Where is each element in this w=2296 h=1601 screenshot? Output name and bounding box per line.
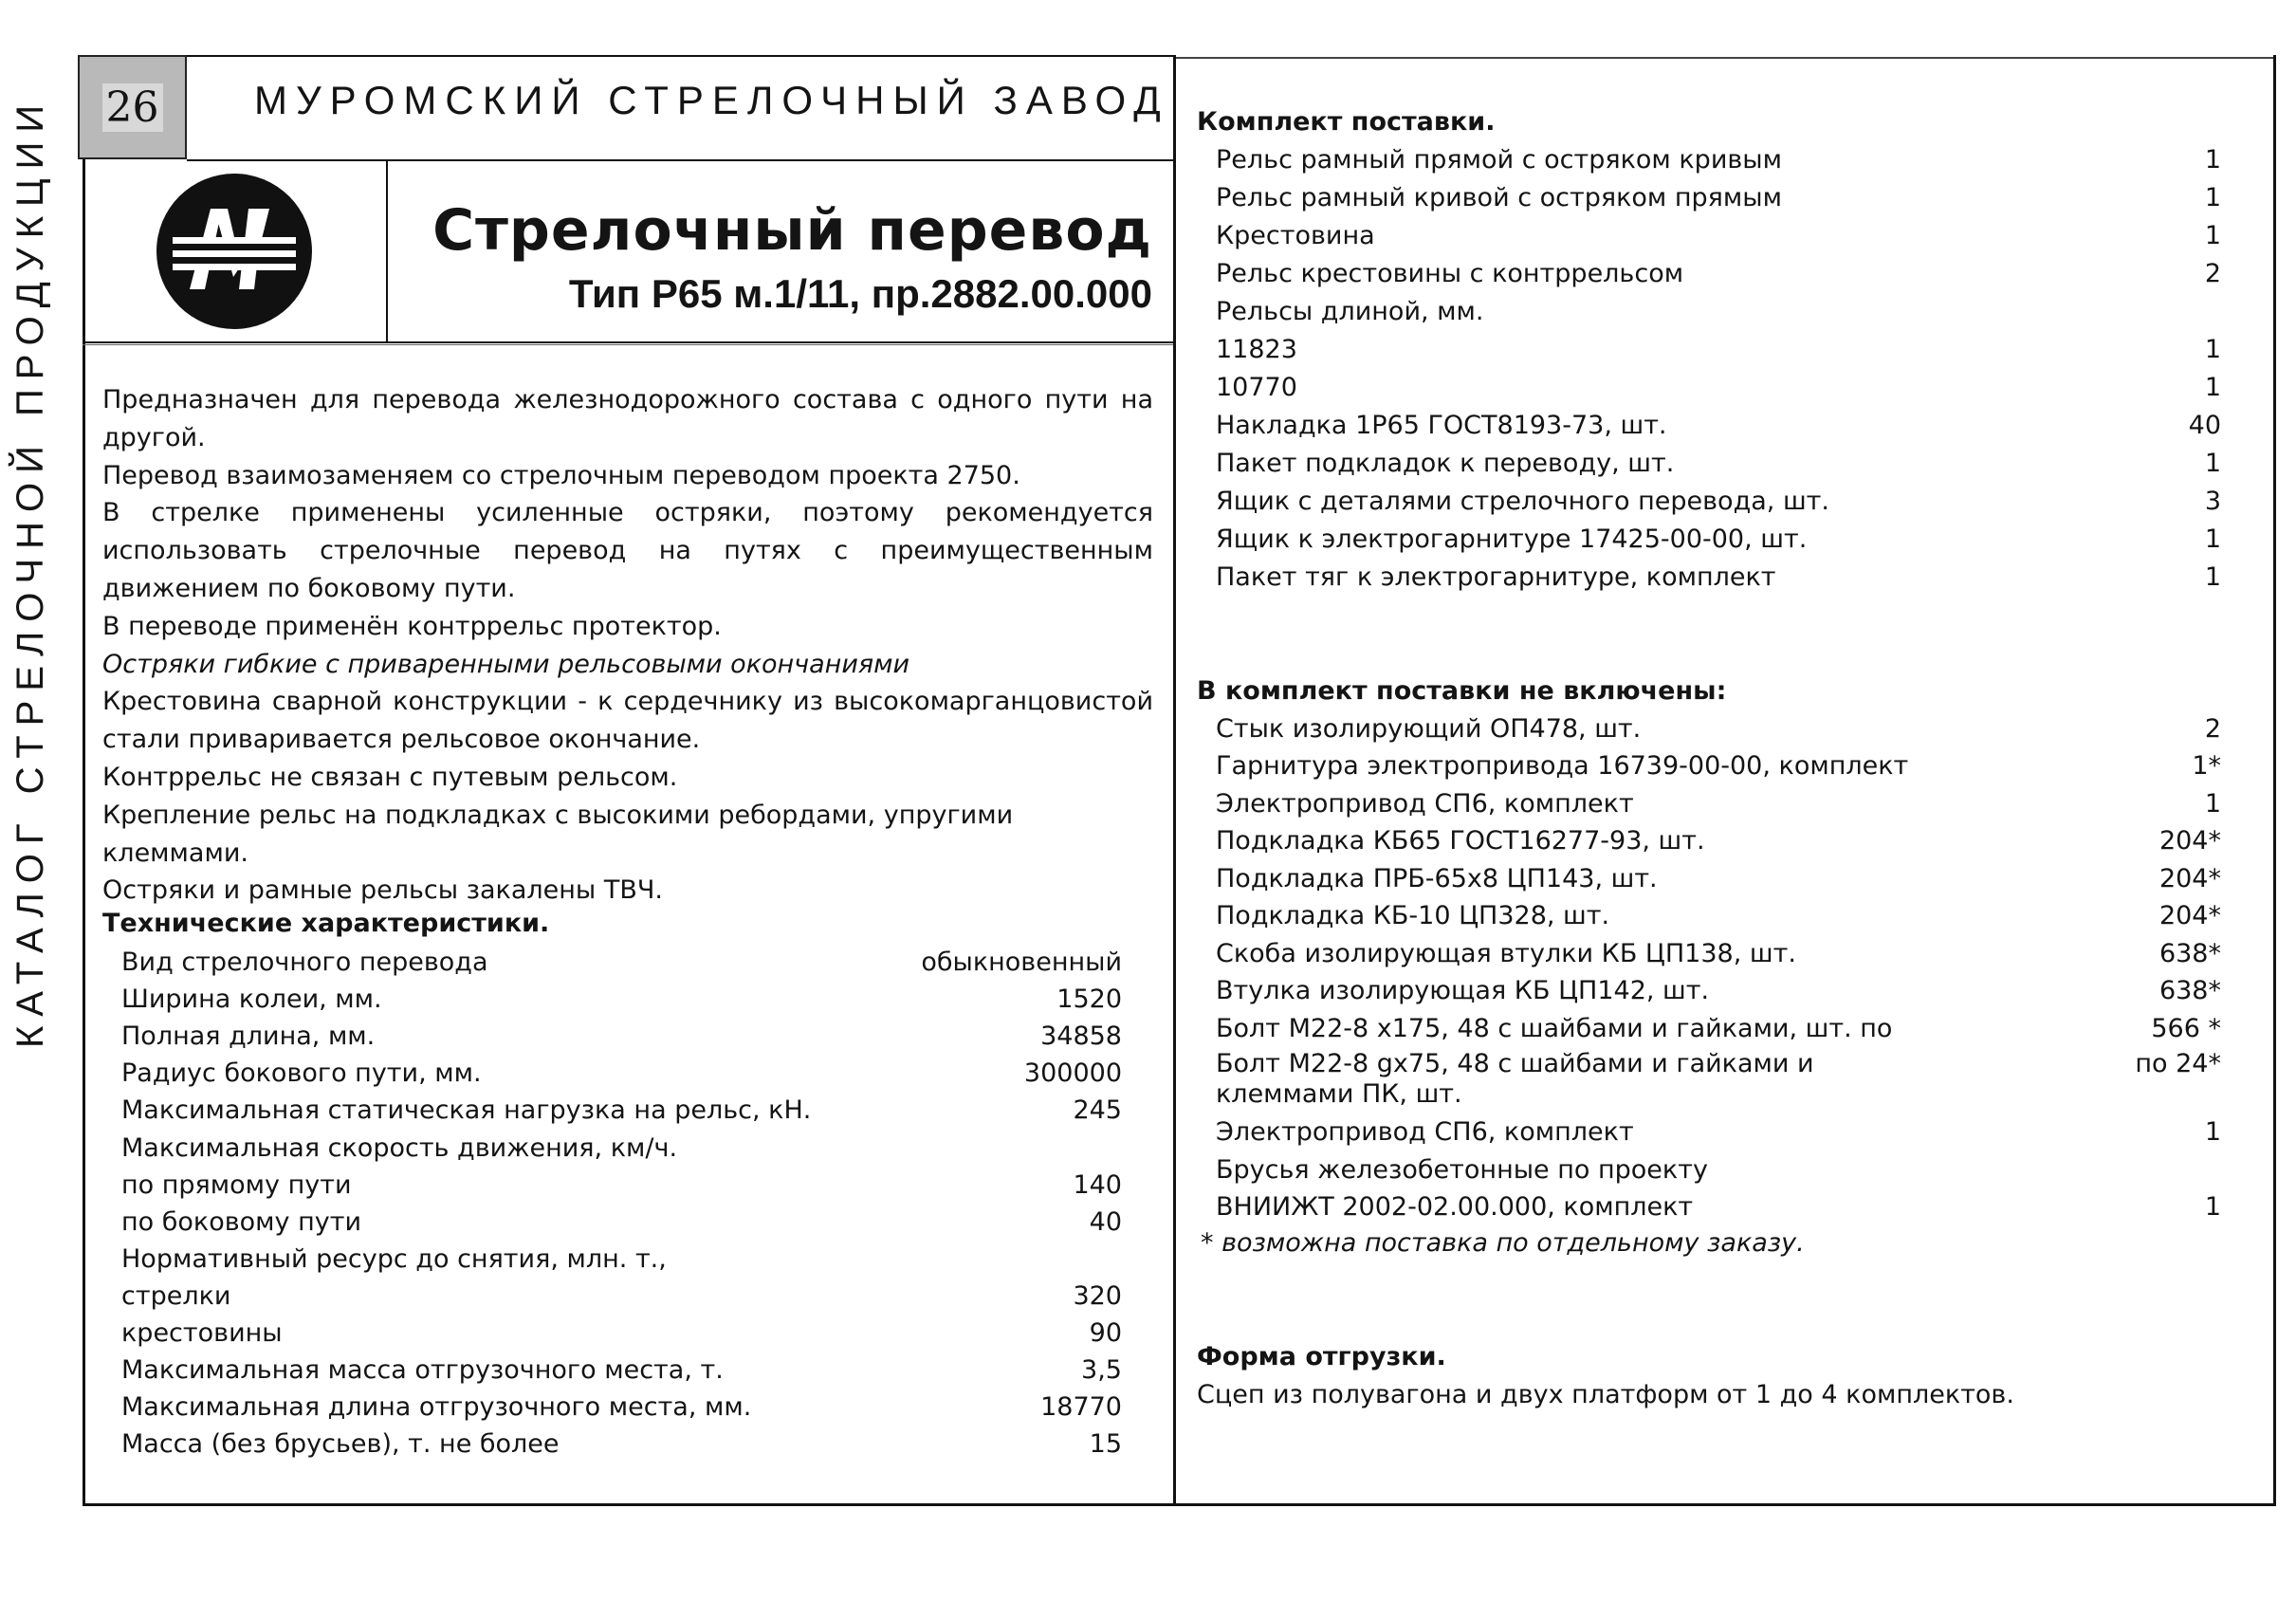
- tech-specs-heading: Технические характеристики.: [102, 909, 550, 938]
- shipping: [1197, 1337, 2221, 1413]
- item-label: Болт М22-8 х175, 48 с шайбами и гайками, шт. по: [1216, 1013, 1893, 1043]
- page-title: Стрелочный перевод: [432, 197, 1152, 264]
- description-paragraph: Контррельс не связан с путевым рельсом.: [102, 762, 678, 792]
- item-label: Крестовина: [1216, 221, 1375, 250]
- item-value: обыкновенный: [921, 948, 1122, 978]
- description-paragraph: Предназначен для перевода железнодорожного состава с одного пути на другой.: [102, 385, 1153, 452]
- list-item: [1197, 781, 2221, 819]
- item-value: 1: [2204, 449, 2221, 478]
- item-value: 638*: [2158, 976, 2221, 1005]
- item-label: 10770: [1216, 373, 1297, 402]
- factory-logo: [154, 171, 315, 332]
- item-value: 204*: [2158, 863, 2221, 893]
- delivery-kit: [1197, 101, 2221, 592]
- item-value: по 24*: [2135, 1048, 2221, 1078]
- item-value: 2: [2204, 713, 2221, 744]
- item-value: 638*: [2158, 938, 2221, 968]
- item-value: 1: [2204, 221, 2221, 250]
- item-label: Вид стрелочного перевода: [121, 948, 488, 978]
- list-item: [1197, 744, 2221, 782]
- item-label: Втулка изолирующая КБ ЦП142, шт.: [1216, 976, 1710, 1005]
- item-value: 40: [2188, 411, 2221, 440]
- list-item: [1197, 288, 2221, 326]
- item-value: 3: [2204, 487, 2221, 516]
- item-label: Максимальная длина отгрузочного места, мм.: [121, 1392, 752, 1423]
- list-item: [1197, 212, 2221, 250]
- item-value: 204*: [2158, 901, 2221, 930]
- item-value: 1: [2204, 373, 2221, 402]
- item-label: Накладка 1Р65 ГОСТ8193-73, шт.: [1216, 411, 1667, 440]
- list-item: [1197, 1043, 2221, 1110]
- item-label: Ящик к электрогарнитуре 17425-00-00, шт.: [1216, 524, 1808, 554]
- list-item: [1197, 930, 2221, 968]
- item-value: 2: [2204, 259, 2221, 288]
- item-value: 34858: [1040, 1021, 1122, 1052]
- list-item: [1197, 478, 2221, 516]
- list-item: [102, 1014, 1122, 1051]
- item-label: стрелки: [121, 1280, 231, 1311]
- item-label: Электропривод СП6, комплект: [1216, 788, 1634, 819]
- item-label: Максимальная масса отгрузочного места, т.: [121, 1355, 724, 1386]
- description-paragraph: В переводе применён контррельс протектор.: [102, 611, 722, 641]
- item-label: Максимальная статическая нагрузка на рельс, кН.: [121, 1095, 812, 1126]
- list-item: [1197, 554, 2221, 592]
- item-value: 1: [2204, 562, 2221, 592]
- item-value: 1: [2204, 183, 2221, 212]
- page-number: 26: [78, 55, 187, 159]
- item-label: Ширина колеи, мм.: [121, 985, 382, 1015]
- list-item: [102, 1422, 1122, 1459]
- item-value: 90: [1089, 1318, 1122, 1349]
- item-value: 204*: [2158, 826, 2221, 856]
- list-item: [1197, 893, 2221, 931]
- list-item: [1197, 819, 2221, 856]
- item-label: Подкладка КБ-10 ЦП328, шт.: [1216, 901, 1610, 930]
- description-paragraph: Остряки гибкие с приваренными рельсовыми окончаниями: [102, 649, 910, 679]
- list-item: [102, 1163, 1122, 1200]
- item-label: по прямому пути: [121, 1169, 352, 1200]
- list-item: [1197, 402, 2221, 440]
- item-value: 300000: [1023, 1058, 1122, 1089]
- item-label: Рельс рамный кривой с остряком прямым: [1216, 183, 1782, 212]
- delivery-kit-heading: Комплект поставки.: [1197, 107, 1496, 137]
- list-item: [1197, 1110, 2221, 1148]
- item-label: Скоба изолирующая втулки КБ ЦП138, шт.: [1216, 938, 1796, 968]
- item-value: 1: [2204, 524, 2221, 554]
- list-item: [102, 1311, 1122, 1348]
- list-item: [1197, 516, 2221, 554]
- list-item: [1197, 1185, 2221, 1223]
- item-label: Пакет подкладок к переводу, шт.: [1216, 449, 1675, 478]
- list-item: [102, 1051, 1122, 1088]
- item-label: Максимальная скорость движения, км/ч.: [121, 1132, 678, 1163]
- excluded-heading: В комплект поставки не включены:: [1197, 676, 1727, 706]
- list-item: [1197, 364, 2221, 402]
- item-value: 18770: [1040, 1392, 1122, 1423]
- item-value: 15: [1089, 1429, 1122, 1460]
- item-value: 1: [2204, 335, 2221, 364]
- item-label: Полная длина, мм.: [121, 1021, 376, 1052]
- page-subtitle: Тип Р65 м.1/11, пр.2882.00.000: [568, 271, 1152, 316]
- description-paragraph: Крепление рельс на подкладках с высокими ребордами, упругими клеммами.: [102, 800, 1014, 868]
- list-item: [102, 1385, 1122, 1422]
- item-value: 566 *: [2151, 1013, 2221, 1043]
- item-label: Гарнитура электропривода 16739-00-00, комплект: [1216, 751, 1909, 781]
- list-item: [1197, 1147, 2221, 1185]
- list-item: [1197, 137, 2221, 175]
- item-value: 1520: [1056, 985, 1122, 1015]
- description: [102, 381, 1153, 910]
- item-value: 245: [1073, 1095, 1122, 1126]
- list-item: [1197, 856, 2221, 893]
- item-label: ВНИИЖТ 2002-02.00.000, комплект: [1216, 1192, 1694, 1222]
- item-label: Пакет тяг к электрогарнитуре, комплект: [1216, 562, 1776, 592]
- list-item: [102, 1125, 1122, 1162]
- item-value: 3,5: [1081, 1355, 1122, 1386]
- item-label: крестовины: [121, 1318, 283, 1349]
- shipping-text: Сцеп из полувагона и двух платформ от 1 до 4 комплектов.: [1197, 1379, 2014, 1409]
- item-label: Рельс рамный прямой с остряком кривым: [1216, 145, 1782, 175]
- item-label: Брусья железобетонные по проекту: [1216, 1154, 1708, 1185]
- item-label: 11823: [1216, 335, 1297, 364]
- company-name: МУРОМСКИЙ СТРЕЛОЧНЫЙ ЗАВОД: [254, 78, 1169, 122]
- list-item: [102, 977, 1122, 1014]
- item-label: Подкладка КБ65 ГОСТ16277-93, шт.: [1216, 826, 1705, 856]
- list-item: [1197, 1005, 2221, 1043]
- item-value: 1: [2204, 1117, 2221, 1147]
- list-item: [102, 1274, 1122, 1311]
- excluded-items: [1197, 670, 2221, 1258]
- tech-specs: [102, 909, 1122, 1459]
- item-label: Болт М22-8 gх75, 48 с шайбами и гайками и клеммами ПК, шт.: [1216, 1048, 1814, 1109]
- item-label: по боковому пути: [121, 1206, 362, 1237]
- item-value: 1: [2204, 788, 2221, 819]
- list-item: [1197, 440, 2221, 478]
- item-value: 40: [1089, 1206, 1122, 1237]
- description-paragraph: В стрелке применены усиленные остряки, поэтому рекомендуется использовать стрелочные перевод на путях с преимущественным движением по боковому пути.: [102, 498, 1153, 603]
- item-label: Электропривод СП6, комплект: [1216, 1117, 1634, 1147]
- description-paragraph: Крестовина сварной конструкции - к сердечнику из высокомарганцовистой стали приваривается рельсовое окончание.: [102, 687, 1153, 755]
- item-value: 1*: [2192, 751, 2221, 781]
- list-item: [102, 1200, 1122, 1237]
- list-item: [102, 1348, 1122, 1385]
- description-paragraph: Остряки и рамные рельсы закалены ТВЧ.: [102, 875, 663, 906]
- item-label: Рельс крестовины с контррельсом: [1216, 259, 1684, 288]
- description-paragraph: Перевод взаимозаменяем со стрелочным переводом проекта 2750.: [102, 460, 1020, 490]
- item-value: 140: [1073, 1169, 1122, 1200]
- item-label: Нормативный ресурс до снятия, млн. т.,: [121, 1243, 667, 1274]
- item-value: 320: [1073, 1280, 1122, 1311]
- list-item: [1197, 706, 2221, 744]
- list-item: [1197, 968, 2221, 1006]
- list-item: [102, 940, 1122, 977]
- shipping-heading: Форма отгрузки.: [1197, 1341, 1446, 1371]
- list-item: [102, 1237, 1122, 1274]
- item-value: 1: [2204, 145, 2221, 175]
- item-label: Ящик с деталями стрелочного перевода, шт.: [1216, 487, 1829, 516]
- order-note: * возможна поставка по отдельному заказу.: [1201, 1228, 1805, 1258]
- item-label: Радиус бокового пути, мм.: [121, 1058, 482, 1089]
- item-label: Рельсы длиной, мм.: [1216, 297, 1484, 326]
- item-label: Стык изолирующий ОП478, шт.: [1216, 713, 1642, 744]
- list-item: [1197, 175, 2221, 212]
- item-label: Подкладка ПРБ-65х8 ЦП143, шт.: [1216, 863, 1658, 893]
- item-value: 1: [2204, 1192, 2221, 1222]
- item-label: Масса (без брусьев), т. не более: [121, 1429, 560, 1460]
- list-item: [1197, 326, 2221, 364]
- side-caption: КАТАЛОГ СТРЕЛОЧНОЙ ПРОДУКЦИИ: [9, 95, 51, 1048]
- list-item: [102, 1088, 1122, 1125]
- list-item: [1197, 250, 2221, 288]
